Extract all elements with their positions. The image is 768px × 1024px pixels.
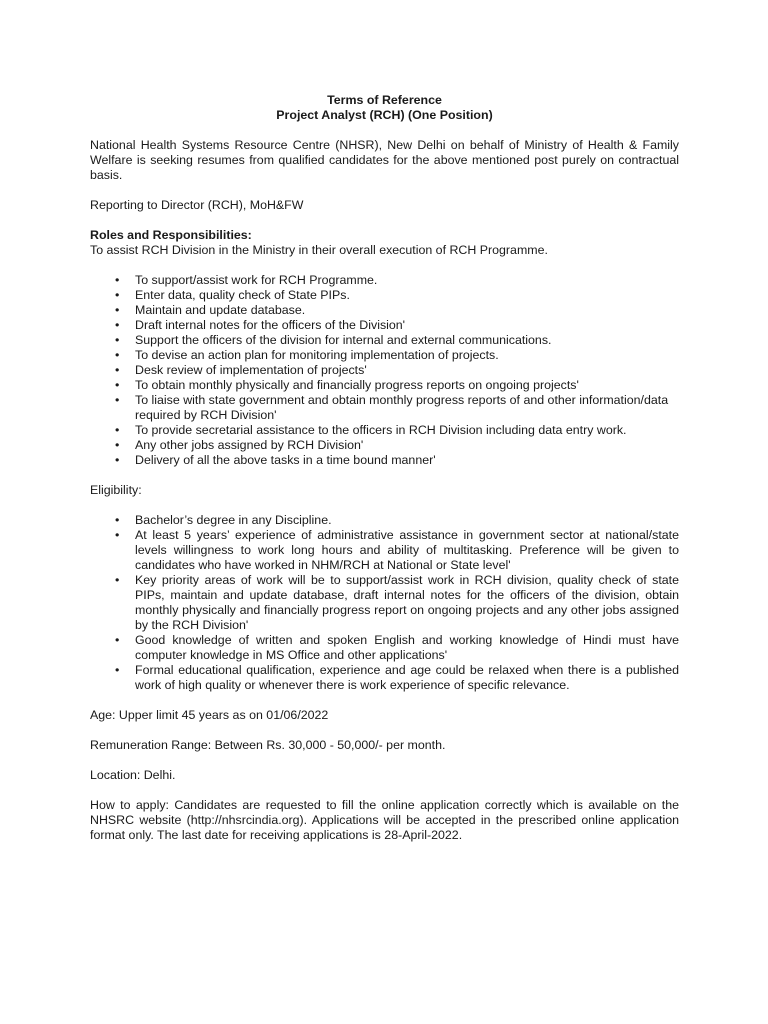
list-item: • Any other jobs assigned by RCH Division'	[115, 438, 364, 452]
document-subtitle: Project Analyst (RCH) (One Position)	[276, 108, 493, 122]
bullet-icon: •	[115, 378, 120, 392]
bullet-icon: •	[115, 633, 120, 647]
list-item: • To support/assist work for RCH Programme.	[115, 273, 378, 287]
bullet-icon: •	[115, 573, 120, 587]
bullet-icon: •	[115, 363, 120, 377]
list-item: • Formal educational qualification, experience and age could be relaxed when there is a published work of high quality or whenever there is work experience of specific relevance.	[115, 663, 679, 692]
list-item: • Enter data, quality check of State PIPs.	[115, 288, 350, 302]
bullet-icon: •	[115, 333, 120, 347]
list-item: • Delivery of all the above tasks in a time bound manner'	[115, 453, 436, 467]
list-item: • Maintain and update database.	[115, 303, 306, 317]
bullet-icon: •	[115, 303, 120, 317]
list-item: • Desk review of implementation of projects'	[115, 363, 367, 377]
list-item: • To provide secretarial assistance to the officers in RCH Division including data entry work.	[115, 423, 627, 437]
list-item: • Bachelor’s degree in any Discipline.	[115, 513, 332, 527]
reporting-line: Reporting to Director (RCH), MoH&FW	[90, 198, 304, 212]
age-limit: Age: Upper limit 45 years as on 01/06/2022	[90, 708, 329, 722]
location: Location: Delhi.	[90, 768, 176, 782]
bullet-icon: •	[115, 453, 120, 467]
document-page	[90, 93, 679, 843]
eligibility-heading: Eligibility:	[90, 483, 142, 497]
bullet-icon: •	[115, 393, 120, 407]
how-to-apply: How to apply: Candidates are requested to fill the online application correctly which is available on the NHSRC website (http://nhsrcindia.org). Applications will be accepted in the prescribed online application format only. The last date for receiving applications is 28-April-2022.	[90, 798, 679, 842]
roles-summary: To assist RCH Division in the Ministry in their overall execution of RCH Programme.	[90, 243, 548, 257]
intro-paragraph: National Health Systems Resource Centre (NHSR), New Delhi on behalf of Ministry of Health & Family Welfare is seeking resumes from qualified candidates for the above mentioned post purely on contractual basis.	[90, 138, 679, 182]
bullet-icon: •	[115, 288, 120, 302]
roles-list	[90, 273, 679, 468]
list-item: • At least 5 years’ experience of administrative assistance in government sector at national/state levels willingness to work long hours and ability of multitasking. Preference will be given to candidates who have worked in NHM/RCH at National or State level'	[115, 528, 679, 572]
bullet-icon: •	[115, 273, 120, 287]
list-item: • Support the officers of the division for internal and external communications.	[115, 333, 552, 347]
bullet-icon: •	[115, 318, 120, 332]
list-item: • Draft internal notes for the officers of the Division'	[115, 318, 406, 332]
bullet-icon: •	[115, 513, 120, 527]
list-item: • To liaise with state government and obtain monthly progress reports of and other information/data required by RCH Division'	[115, 393, 669, 422]
bullet-icon: •	[115, 348, 120, 362]
list-item: • To obtain monthly physically and financially progress reports on ongoing projects'	[115, 378, 579, 392]
bullet-icon: •	[115, 528, 120, 542]
bullet-icon: •	[115, 438, 120, 452]
bullet-icon: •	[115, 423, 120, 437]
list-item: • To devise an action plan for monitoring implementation of projects.	[115, 348, 499, 362]
list-item: • Key priority areas of work will be to support/assist work in RCH division, quality check of state PIPs, maintain and update database, draft internal notes for the officers of the division, obtain monthly physically and financially progress report on ongoing projects and any other jobs assigned by the RCH Division'	[115, 573, 679, 632]
bullet-icon: •	[115, 663, 120, 677]
roles-heading: Roles and Responsibilities:	[90, 228, 252, 242]
document-title: Terms of Reference	[327, 93, 442, 107]
remuneration-range: Remuneration Range: Between Rs. 30,000 - 50,000/- per month.	[90, 738, 446, 752]
list-item: • Good knowledge of written and spoken English and working knowledge of Hindi must have computer knowledge in MS Office and other applications'	[115, 633, 679, 662]
eligibility-list	[90, 513, 679, 693]
